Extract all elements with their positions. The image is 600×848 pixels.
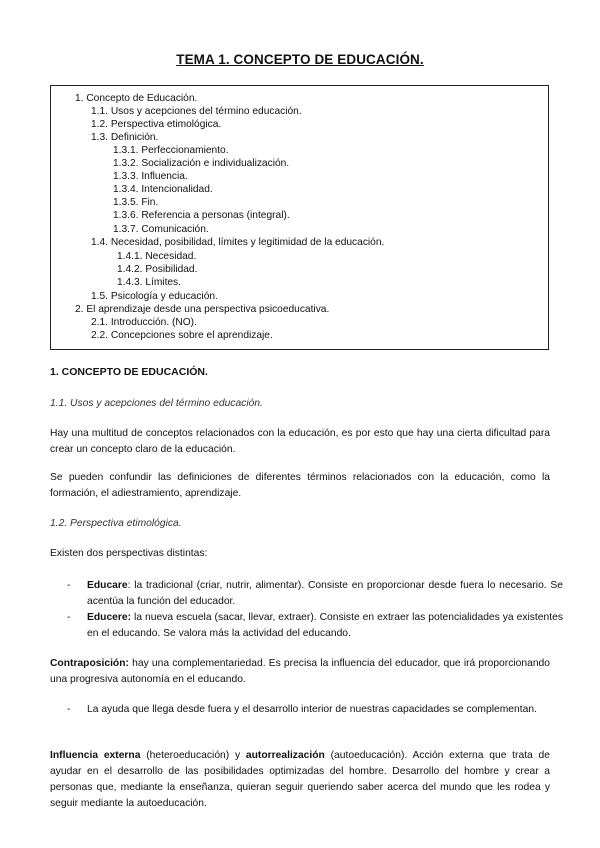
- table-of-contents: [50, 85, 549, 350]
- paragraph-text: hay una complementariedad. Es precisa la influencia del educador, que irá proporcionando una progresiva autonomía en el educando.: [50, 658, 550, 685]
- list-item-term: Educare: [87, 580, 128, 591]
- toc-item: 1.3.7. Comunicación.: [113, 224, 209, 235]
- list-item: [87, 610, 563, 642]
- paragraph: [50, 656, 550, 688]
- paragraph-text: (heteroeducación) y: [140, 750, 246, 761]
- term: Contraposición:: [50, 658, 129, 669]
- toc-item: 1. Concepto de Educación.: [75, 93, 198, 104]
- toc-item: 1.2. Perspectiva etimológica.: [91, 119, 222, 130]
- toc-item: 1.3.3. Influencia.: [113, 171, 188, 182]
- paragraph: Existen dos perspectivas distintas:: [50, 548, 208, 559]
- list-item-text: la nueva escuela (sacar, llevar, extraer). Consiste en extraer las potencialidades ya existentes en el educando. Se valora más la actividad del educando.: [87, 612, 563, 639]
- toc-item: 2. El aprendizaje desde una perspectiva psicoeducativa.: [75, 304, 330, 315]
- toc-item: 1.1. Usos y acepciones del término educación.: [91, 106, 302, 117]
- paragraph: Hay una multitud de conceptos relacionados con la educación, es por esto que hay una cierta dificultad para crear un concepto claro de la educación.: [50, 428, 550, 455]
- toc-item: 1.3.5. Fin.: [113, 197, 159, 208]
- subsection-heading: 1.2. Perspectiva etimológica.: [50, 518, 182, 529]
- toc-item: 1.3.6. Referencia a personas (integral).: [113, 210, 290, 221]
- toc-item: 1.3.4. Intencionalidad.: [113, 184, 213, 195]
- toc-item: 1.4.1. Necesidad.: [117, 251, 197, 262]
- bullet-dash: -: [67, 704, 71, 715]
- paragraph: [50, 748, 550, 812]
- toc-item: 2.1. Introducción. (NO).: [91, 317, 197, 328]
- toc-item: 1.3.1. Perfeccionamiento.: [113, 145, 229, 156]
- toc-item: 1.4.2. Posibilidad.: [117, 264, 198, 275]
- paragraph-text: (autoeducación). Acción externa que trata de ayudar en el desarrollo de las posibilidades optimizadas del hombre. Desarrollo del hombre y crear a personas que, mediante la enseñanza, quieran seguir queriendo saber acerca del mundo que les rodea y seguir mediante la autoeducación.: [50, 750, 550, 809]
- toc-item: 1.4.3. Límites.: [117, 277, 181, 288]
- toc-item: 2.2. Concepciones sobre el aprendizaje.: [91, 330, 273, 341]
- list-item-text: : la tradicional (criar, nutrir, alimentar). Consiste en proporcionar desde fuera lo necesario. Se acentúa la función del educador.: [87, 580, 563, 607]
- document-title: TEMA 1. CONCEPTO DE EDUCACIÓN.: [176, 52, 424, 67]
- toc-item: 1.5. Psicología y educación.: [91, 291, 218, 302]
- toc-item: 1.3.2. Socialización e individualización.: [113, 158, 290, 169]
- bullet-dash: -: [67, 580, 71, 591]
- term: Influencia externa: [50, 750, 141, 761]
- list-item-term: Educere:: [87, 612, 132, 623]
- toc-item: 1.3. Definición.: [91, 132, 159, 143]
- list-item: La ayuda que llega desde fuera y el desarrollo interior de nuestras capacidades se complementan.: [87, 704, 537, 715]
- bullet-dash: -: [67, 612, 71, 623]
- paragraph: Se pueden confundir las definiciones de diferentes términos relacionados con la educación, como la formación, el adiestramiento, aprendizaje.: [50, 472, 550, 499]
- list-item: [87, 578, 563, 610]
- subsection-heading: 1.1. Usos y acepciones del término educación.: [50, 398, 263, 409]
- section-heading: 1. CONCEPTO DE EDUCACIÓN.: [50, 366, 208, 378]
- term: autorrealización: [245, 750, 325, 761]
- toc-item: 1.4. Necesidad, posibilidad, límites y legitimidad de la educación.: [91, 237, 385, 248]
